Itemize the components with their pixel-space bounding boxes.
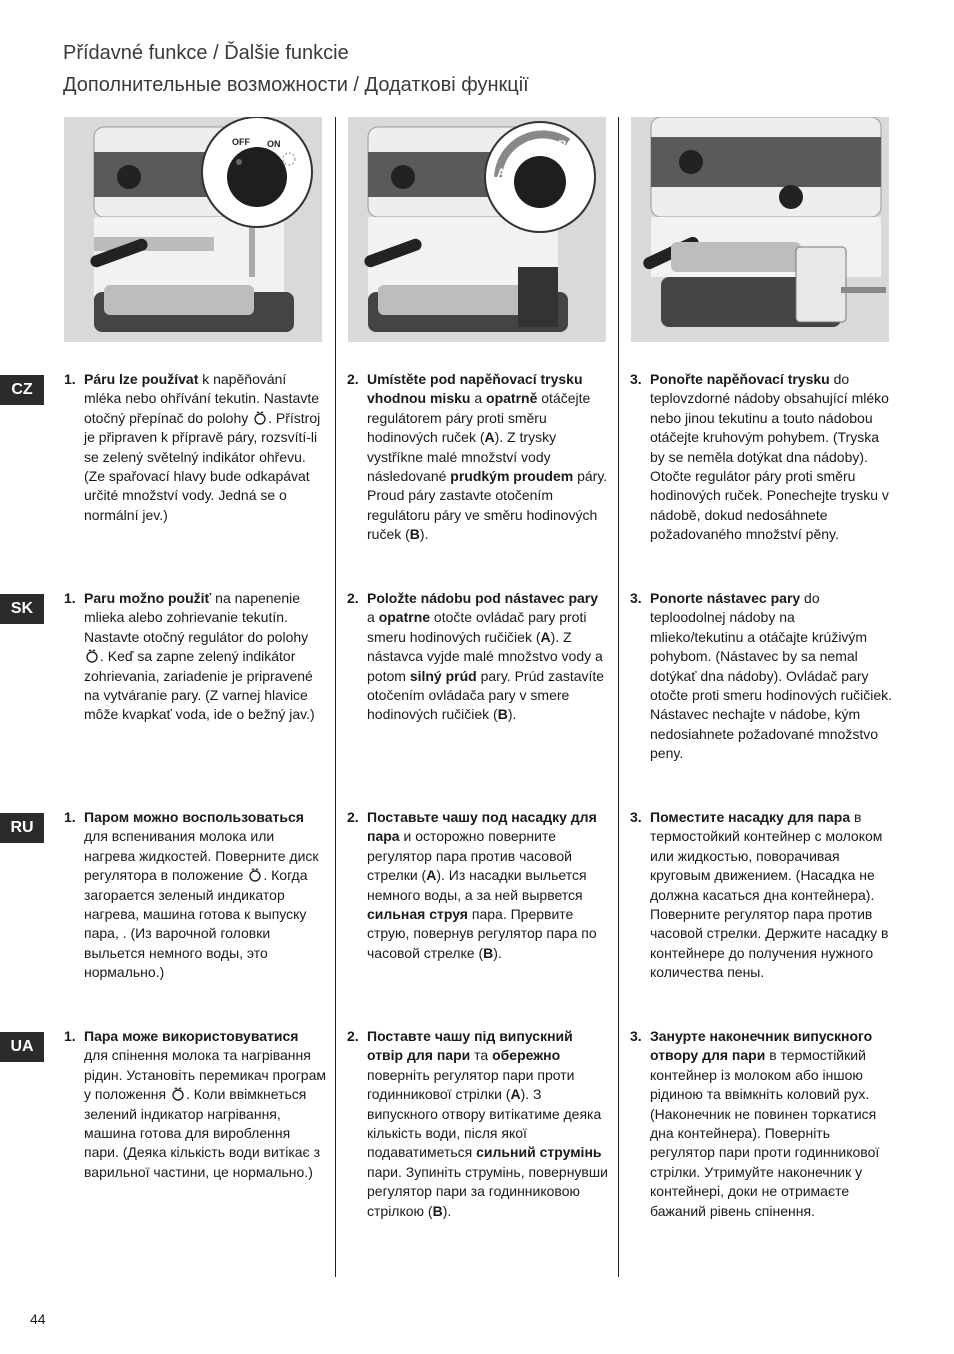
off-label: OFF — [232, 137, 250, 147]
steam-dial-icon — [170, 1086, 186, 1102]
step-sk-2: 2. Položte nádobu pod nástavec pary a opatrne otočte ovládač pary proti smeru hodinových ručičiek (A). Z nástavca vyjde malé množstvo vody a potom silný prúd pary. Prúd zastavíte otočením ovládača pary v smere hodinových ručičiek (B). — [347, 590, 605, 723]
espresso-machine-illustration — [631, 117, 889, 342]
figure-steam-regulator — [348, 117, 606, 342]
step-ru-3: 3. Поместите насадку для пара в термостойкий контейнер с молоком или жидкостью, поворачивая круговым движением. (Насадка не должна касаться дна контейнера). Поверните регулятор пара против часовой стрелки. Держите насадку в контейнере до получения нужного количества пены. — [630, 809, 889, 981]
language-tab-sk: SK — [0, 594, 44, 624]
step-ua-2: 2. Поставте чашу під випускний отвір для пари та обережно поверніть регулятор пари проти годинникової стрілки (A). З випускного отвору витікатиме деяка кількість води, після якої подаватиметься сильний струмінь пари. Зупиніть струмінь, повернувши регулятор пари за годинниковою стрілкою (B). — [347, 1028, 608, 1219]
steam-dial-icon — [247, 867, 263, 883]
step-cz-1: 1. Páru lze používat k napěňování mléka nebo ohřívání tekutin. Nastavte otočný přepínač do polohy . Přístroj je připraven k přípravě páry, rozsvítí-li se zelený světelný indikátor ohřevu. (Ze spařovací hlavy bude odkapávat určité množství vody. Jedná se o normální jev.) — [64, 371, 321, 523]
page-subtitle: Дополнительные возможности / Додаткові функції — [63, 74, 529, 96]
step-ru-1: 1. Паром можно воспользоваться для вспенивания молока или нагрева жидкостей. Поверните диск регулятора в положение . Когда загорается зеленый индикатор нагрева, машина готова к выпуску пара, . (Из варочной головки выльется немного воды, это нормально.) — [64, 809, 319, 981]
column-divider — [618, 117, 619, 1277]
column-divider — [335, 117, 336, 1277]
step-sk-1: 1. Paru možno použiť na napenenie mlieka alebo zohrievanie tekutín. Nastavte otočný regulátor do polohy . Keď sa zapne zelený indikátor zohrievania, zariadenie je pripravené na vytváranie pary. (Z varnej hlavice môže kvapkať voda, ide o bežný jav.) — [64, 590, 315, 723]
step-ua-3: 3. Занурте наконечник випускного отвору для пари в термостійкий контейнер із молоком або іншою рідиною та ввімкніть коловий рух. (Наконечник не повинен торкатися дна контейнера). Поверніть регулятор пари проти годинникової стрілки. Утримуйте наконечник у контейнері, доки не отримаєте бажаний рівень спінення. — [630, 1028, 880, 1219]
label-a: A — [497, 166, 506, 180]
espresso-machine-illustration — [64, 117, 322, 342]
step-sk-3: 3. Ponorte nástavec pary do teploodolnej nádoby na mlieko/tekutinu a otáčajte krúživým pohybom. (Nástavec by sa nemal dotýkať dna nádoby). Ovládač pary otočte proti smeru hodinových ručičiek. Nástavec nechajte v nádobe, kým nedosiahnete požadované množstvo peny. — [630, 590, 892, 762]
language-tab-ru: RU — [0, 813, 44, 843]
figure-steam-dial — [64, 117, 322, 342]
page-number: 44 — [30, 1311, 46, 1327]
language-tab-cz: CZ — [0, 375, 44, 405]
step-ru-2: 2. Поставьте чашу под насадку для пара и осторожно поверните регулятор пара против часовой стрелки (A). Из насадки выльется немного воды, а за ней вырвется сильная струя пара. Прервите струю, повернув регулятор пара по часовой стрелке (B). — [347, 809, 597, 961]
language-tab-ua: UA — [0, 1032, 44, 1062]
step-cz-3: 3. Ponořte napěňovací trysku do teplovzdorné nádoby obsahující mléko nebo jinou tekutinu a touto nádobou otáčejte kruhovým pohybem. (Tryska by se neměla dotýkat dna nádoby). Otočte regulátor páry proti směru hodinových ruček. Ponechejte trysku v nádobě, dokud nedosáhnete požadovaného množství pěny. — [630, 371, 889, 543]
label-b: B — [558, 138, 567, 152]
steam-dial-icon — [252, 410, 268, 426]
figure-frothing-milk — [631, 117, 889, 342]
step-ua-1: 1. Пара може використовуватися для спінення молока та нагрівання рідин. Установіть перемикач програм у положення . Коли ввімкнеться зелений індикатор нагрівання, машина готова для вироблення пари. (Деяка кількість води витікає з варильної частини, це нормально.) — [64, 1028, 326, 1180]
steam-dial-icon — [84, 648, 100, 664]
page-title: Přídavné funkce / Ďalšie funkcie — [63, 42, 349, 64]
espresso-machine-illustration — [348, 117, 606, 342]
step-cz-2: 2. Umístěte pod napěňovací trysku vhodnou misku a opatrně otáčejte regulátorem páry proti směru hodinových ruček (A). Z trysky vystříkne malé množství vody následované prudkým proudem páry. Proud páry zastavte otočením regulátoru páry ve směru hodinových ruček (B). — [347, 371, 608, 543]
on-label: ON — [267, 139, 281, 149]
